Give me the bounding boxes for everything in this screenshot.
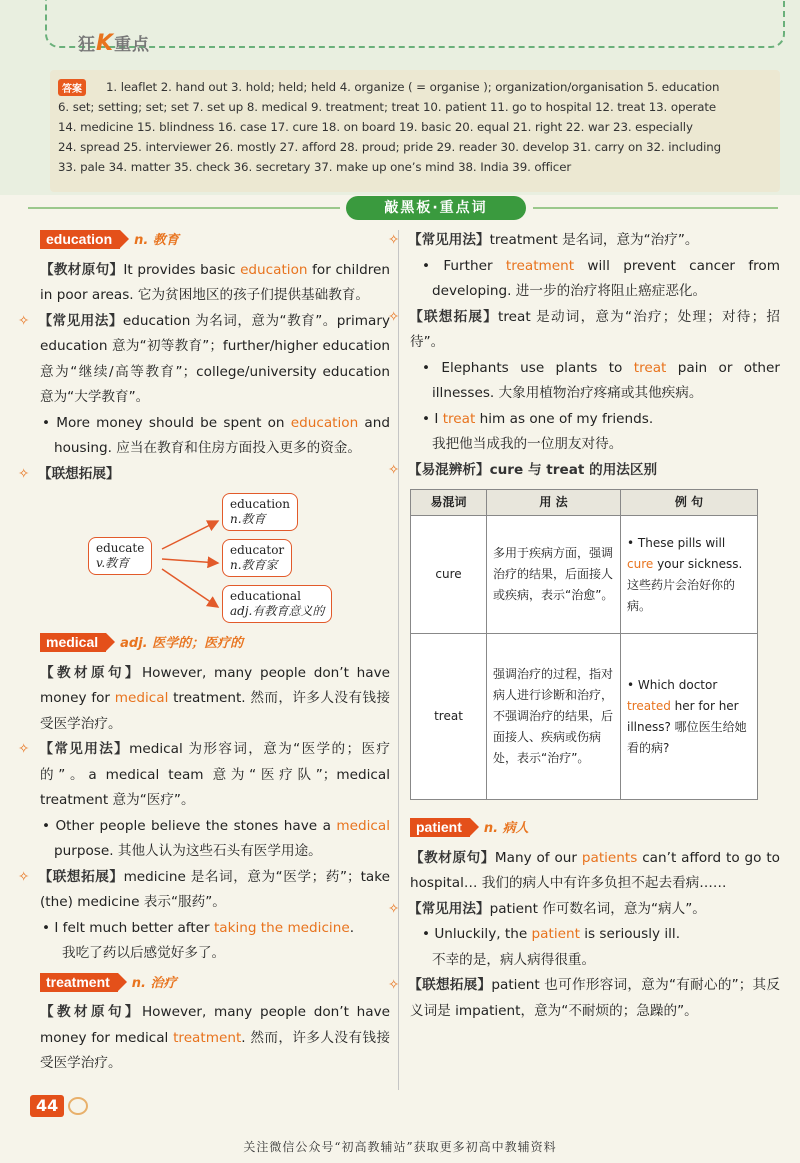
section-banner: [28, 196, 778, 220]
association-note: ✧ 【联想拓展】treat 是动词，意为“治疗；处理；对待；招待”。: [410, 305, 780, 356]
example-translation: 我吃了药以后感觉好多了。: [62, 945, 226, 961]
banner-line-left: [28, 207, 340, 209]
table-cell-usage: 多用于疾病方面，强调治疗的结果，后面接人或疾病，表示“治愈”。: [487, 516, 621, 634]
entry-medical: [18, 631, 391, 967]
entry-treatment: [40, 971, 390, 1077]
word-tag: education: [40, 230, 120, 249]
derived-word-box: educational adj.有教育意义的: [222, 585, 332, 623]
word-tag: patient: [410, 818, 470, 837]
header-logo: 狂K重点: [78, 31, 151, 56]
header-frame: [45, 0, 785, 48]
word-tag: medical: [40, 633, 106, 652]
table-header: 易混词: [411, 490, 487, 516]
deer-icon: ✧: [388, 461, 400, 478]
deer-icon: ✧: [18, 465, 30, 482]
deer-icon: ✧: [388, 232, 400, 248]
comparison-table: [410, 489, 758, 800]
example-sentence: • Further treatment will prevent cancer from developing. 进一步的治疗将阻止癌症恶化。: [422, 257, 780, 299]
example-sentence: • Other people believe the stones have a medical purpose. 其他人认为这些石头有医学用途。: [42, 817, 390, 859]
source-sentence: 【教材原句】However, many people don’t have money for medical treatment. 然而，许多人没有钱接受医学治疗。: [40, 664, 391, 732]
answer-line: 33. pale 34. matter 35. check 36. secretary 37. make up one’s mind 38. India 39. officer: [58, 160, 572, 174]
usage-note: ✧ 【常见用法】patient 作可数名词，意为“病人”。: [410, 897, 780, 923]
table-header: 例 句: [621, 490, 758, 516]
example-sentence: • More money should be spent on education and housing. 应当在教育和住房方面投入更多的资金。: [42, 414, 390, 456]
word-family-diagram: [40, 491, 390, 631]
usage-note: ✧ 【常见用法】education 为名词，意为“教育”。primary education 意为“初等教育”；further/higher education 意为“继续/高等教育”；college/university education 意为“大学教育”。: [40, 309, 390, 411]
table-cell-word: cure: [411, 516, 487, 634]
entry-patient: [388, 816, 780, 1024]
answers-box: [50, 70, 780, 192]
example-sentence: • Elephants use plants to treat pain or other illnesses. 大象用植物治疗疼痛或其他疾病。: [422, 359, 781, 401]
association-note: ✧ 【联想拓展】medicine 是名词，意为“医学；药”；take (the) medicine 表示“服药”。: [40, 865, 390, 916]
usage-note: ✧ 【常见用法】medical 为形容词，意为“医学的；医疗的”。a medical team 意为“医疗队”；medical treatment 意为“医疗”。: [40, 737, 390, 814]
column-divider: [398, 230, 399, 1090]
table-header: 用 法: [487, 490, 621, 516]
source-sentence: 【教材原句】It provides basic education for children in poor areas. 它为贫困地区的孩子们提供基础教育。: [40, 261, 391, 303]
right-column: [388, 228, 781, 1024]
deer-icon: ✧: [18, 741, 30, 757]
deer-icon: ✧: [18, 312, 30, 329]
deer-icon: ✧: [388, 900, 400, 917]
example-sentence: • I treat him as one of my friends.: [422, 410, 654, 427]
source-sentence: 【教材原句】Many of our patients can’t afford to go to hospital… 我们的病人中有许多负担不起去看病……: [410, 849, 780, 891]
banner-title: 敲黑板·重点词: [346, 196, 526, 220]
example-translation: 不幸的是，病人病得很重。: [432, 951, 596, 968]
derived-word-box: education n.教育: [222, 493, 298, 531]
answer-tag-icon: 答案: [58, 79, 86, 96]
table-row: [411, 516, 758, 634]
entry-treatment-continued: [388, 228, 781, 800]
answer-panel: [0, 0, 800, 195]
word-tag: treatment: [40, 973, 118, 992]
example-sentence: • Unluckily, the patient is seriously ill.: [422, 926, 681, 942]
part-of-speech: n. 教育: [134, 233, 179, 248]
usage-note: ✧ 【常见用法】treatment 是名词，意为“治疗”。: [410, 228, 780, 254]
table-row: [411, 634, 758, 800]
part-of-speech: n. 治疗: [131, 975, 177, 991]
answer-line: 14. medicine 15. blindness 16. case 17. cure 18. on board 19. basic 20. equal 21. right 22. war 23. especially: [58, 120, 693, 134]
association-label: 【联想拓展】: [38, 465, 120, 482]
deer-icon: ✧: [18, 868, 30, 885]
root-word-box: educate v.教育: [88, 537, 152, 575]
table-cell-example: • Which doctor treated her for her illness? 哪位医生给她看的病?: [621, 634, 758, 800]
table-header-row: [411, 490, 758, 516]
left-column: [18, 228, 391, 1077]
table-cell-example: • These pills will cure your sickness. 这些药片会治好你的病。: [621, 516, 758, 634]
answer-line: 1. leaflet 2. hand out 3. hold; held; held 4. organize ( = organise ); organization/organisation 5. education: [106, 80, 720, 94]
source-sentence: 【教材原句】However, many people don’t have money for medical treatment. 然而，许多人没有钱接受医学治疗。: [40, 1004, 391, 1071]
derived-word-box: educator n.教育家: [222, 539, 292, 577]
page-ornament-icon: [68, 1097, 88, 1115]
answer-line: 24. spread 25. interviewer 26. mostly 27. afford 28. proud; pride 29. reader 30. develop 31. carry on 32. including: [58, 140, 722, 154]
table-cell-usage: 强调治疗的过程，指对病人进行诊断和治疗，不强调治疗的结果，后面接人、疾病或伤病处，表示“治疗”。: [487, 634, 621, 800]
entry-education: [18, 228, 391, 631]
confusion-note: ✧ 【易混辨析】cure 与 treat 的用法区别: [410, 458, 780, 484]
answer-line: 6. set; setting; set; set 7. set up 8. medical 9. treatment; treat 10. patient 11. go to hospital 12. treat 13. operate: [58, 100, 717, 114]
example-translation: 我把他当成我的一位朋友对待。: [432, 436, 623, 452]
page-number: 44: [30, 1095, 64, 1117]
part-of-speech: adj. 医学的；医疗的: [120, 636, 244, 651]
part-of-speech: n. 病人: [483, 821, 529, 836]
footer-note: 关注微信公众号“初高教辅站”获取更多初高中教辅资料: [243, 1140, 557, 1154]
deer-icon: ✧: [388, 977, 400, 993]
banner-line-right: [533, 207, 778, 209]
association-note: ✧ 【联想拓展】patient 也可作形容词，意为“有耐心的”；其反义词是 impatient，意为“不耐烦的；急躁的”。: [410, 973, 780, 1024]
example-sentence: • I felt much better after taking the medicine.: [42, 919, 355, 936]
table-cell-word: treat: [411, 634, 487, 800]
deer-icon: ✧: [388, 308, 400, 325]
